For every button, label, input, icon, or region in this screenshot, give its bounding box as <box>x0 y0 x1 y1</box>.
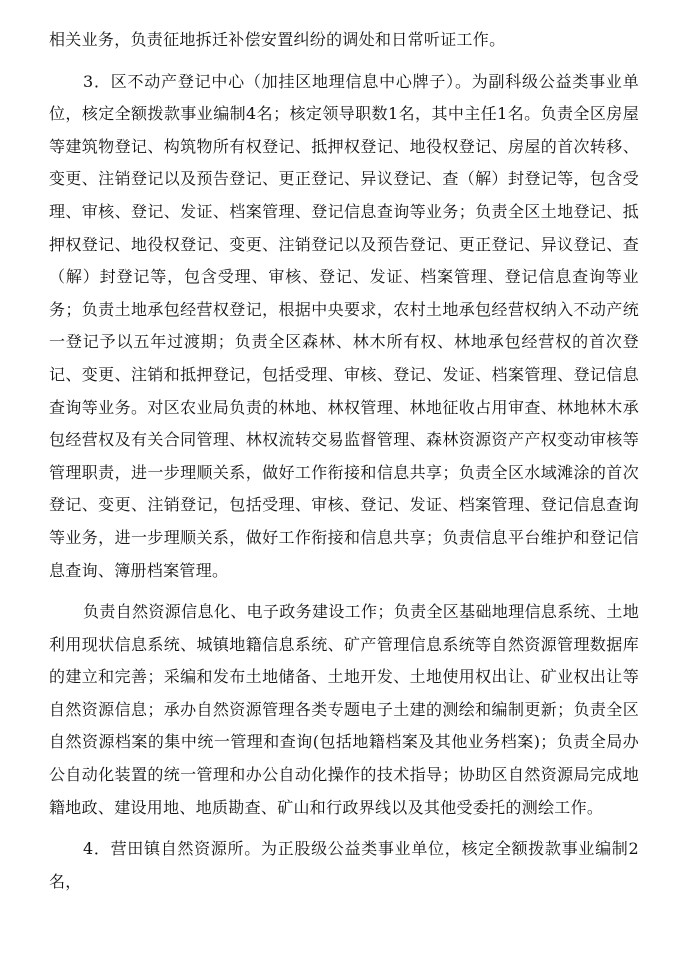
paragraph-yingtian-natural-resources-office: 4．营田镇自然资源所。为正股级公益类事业单位，核定全额拨款事业编制2名， <box>49 839 639 891</box>
document-body <box>49 24 639 898</box>
paragraph-continuation: 相关业务，负责征地拆迁补偿安置纠纷的调处和日常听证工作。 <box>49 30 506 49</box>
paragraph-informatization-duties: 负责自然资源信息化、电子政务建设工作；负责全区基础地理信息系统、土地利用现状信息系统、城镇地籍信息系统、矿产管理信息系统等自然资源管理数据库的建立和完善；采编和发布土地储备、土地开发、土地使用权出让、矿业权出让等自然资源信息；承办自然资源管理各类专题电子土建的测绘和编制更新；负责全区自然资源档案的集中统一管理和查询(包括地籍档案及其他业务档案)；负责全局办公自动化装置的统一管理和办公自动化操作的技术指导；协助区自然资源局完成地籍地政、建设用地、地质勘查、矿山和行政界线以及其他受委托的测绘工作。 <box>49 602 639 817</box>
paragraph-real-estate-registration-center: 3．区不动产登记中心（加挂区地理信息中心牌子）。为副科级公益类事业单位，核定全额拨款事业编制4名；核定领导职数1名，其中主任1名。负责全区房屋等建筑物登记、构筑物所有权登记、抵押权登记、地役权登记、房屋的首次转移、变更、注销登记以及预告登记、更正登记、异议登记、查（解）封登记等，包含受理、审核、登记、发证、档案管理、登记信息查询等业务；负责全区土地登记、抵押权登记、地役权登记、变更、注销登记以及预告登记、更正登记、异议登记、查（解）封登记等，包含受理、审核、登记、发证、档案管理、登记信息查询等业务；负责土地承包经营权登记，根据中央要求，农村土地承包经营权纳入不动产统一登记予以五年过渡期；负责全区森林、林木所有权、林地承包经营权的首次登记、变更、注销和抵押登记，包括受理、审核、登记、发证、档案管理、登记信息查询等业务。对区农业局负责的林地、林权管理、林地征收占用审查、林地林木承包经营权及有关合同管理、林权流转交易监督管理、森林资源资产产权变动审核等管理职责，进一步理顺关系，做好工作衔接和信息共享；负责全区水域滩涂的首次登记、变更、注销登记，包括受理、审核、登记、发证、档案管理、登记信息查询等业务，进一步理顺关系，做好工作衔接和信息共享；负责信息平台维护和登记信息查询、簿册档案管理。 <box>49 71 639 580</box>
